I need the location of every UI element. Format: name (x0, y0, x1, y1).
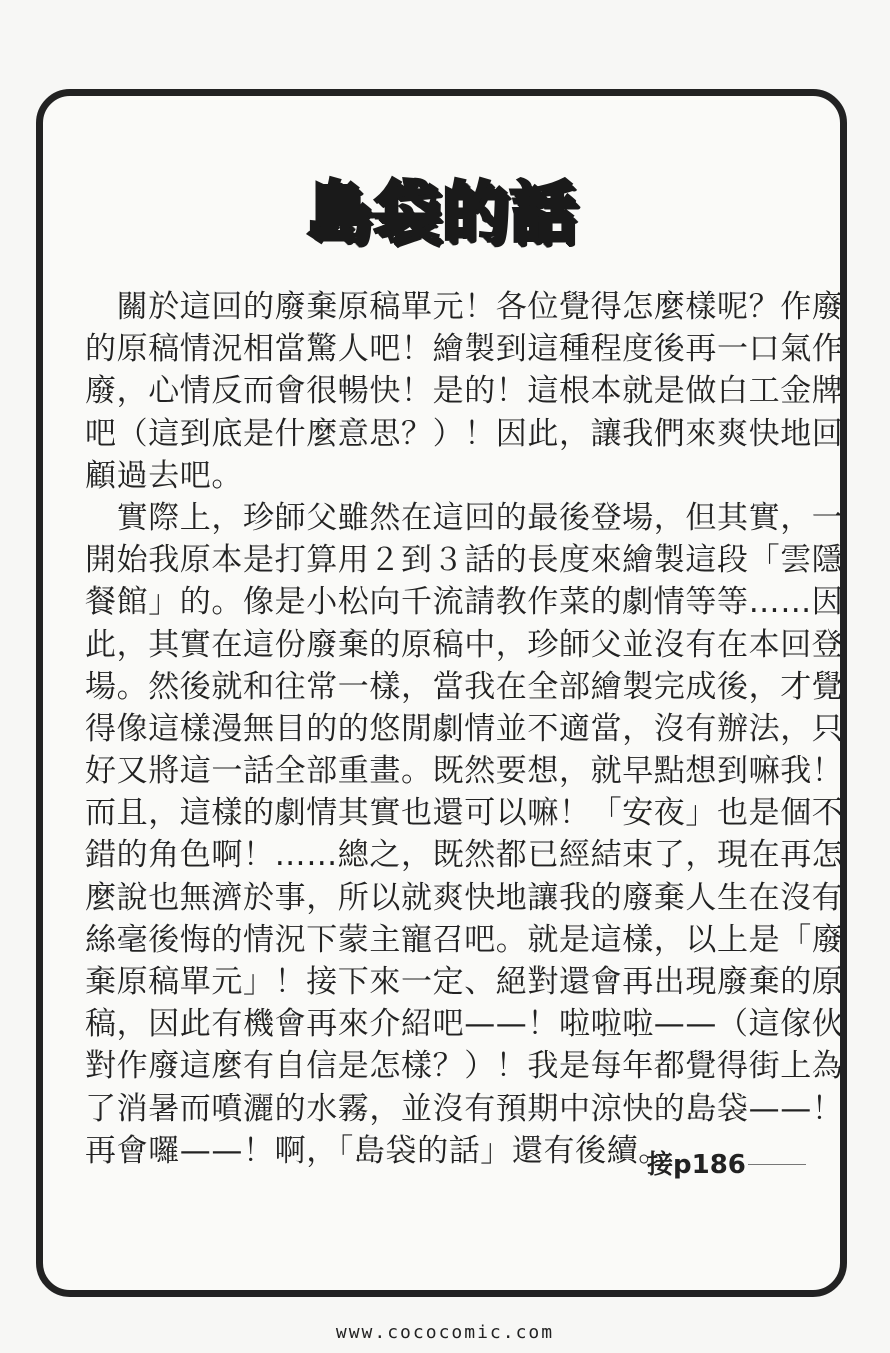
dash-line (748, 1164, 806, 1165)
paragraph-2-line-9: 錯的角色啊！……總之，既然都已經結束了，現在再怎 (85, 837, 844, 874)
paragraph-2-line-6: 得像這樣漫無目的的悠閒劇情並不適當，沒有辦法，只 (85, 710, 844, 747)
paragraph-2-line-2: 開始我原本是打算用２到３話的長度來繪製這段「雲隱 (85, 542, 844, 579)
paragraph-1-line-3: 廢，心情反而會很暢快！是的！這根本就是做白工金牌 (85, 373, 844, 410)
paragraph-2-line-11: 絲毫後悔的情況下蒙主寵召吧。就是這樣，以上是「廢 (85, 921, 844, 958)
paragraph-1-line-2: 的原稿情況相當驚人吧！繪製到這種程度後再一口氣作 (85, 331, 844, 368)
text-box-frame (36, 89, 847, 1297)
paragraph-1-line-1: 關於這回的廢棄原稿單元！各位覺得怎麼樣呢？作廢 (85, 289, 844, 325)
paragraph-2-line-7: 好又將這一話全部重畫。既然要想，就早點想到嘛我！ (85, 753, 844, 790)
paragraph-2-line-5: 場。然後就和往常一樣，當我在全部繪製完成後，才覺 (85, 668, 844, 705)
continued-label: 接p186 (647, 1150, 746, 1180)
paragraph-2-line-16: 再會囉——！啊，「島袋的話」還有後續。 (85, 1132, 670, 1169)
paragraph-1-line-4: 吧（這到底是什麼意思？）！因此，讓我們來爽快地回 (85, 415, 844, 452)
paragraph-2-line-14: 對作廢這麼有自信是怎樣？）！我是每年都覺得街上為 (85, 1048, 844, 1085)
paragraph-2-line-4: 此，其實在這份廢棄的原稿中，珍師父並沒有在本回登 (85, 626, 844, 663)
paragraph-2-line-12: 棄原稿單元」！接下來一定、絕對還會再出現廢棄的原 (85, 964, 844, 1000)
paragraph-2-line-3: 餐館」的。像是小松向千流請教作菜的劇情等等……因 (85, 584, 844, 621)
paragraph-2-line-8: 而且，這樣的劇情其實也還可以嘛！「安夜」也是個不 (85, 795, 844, 832)
paragraph-2-line-1: 實際上，珍師父雖然在這回的最後登場，但其實，一 (85, 499, 844, 536)
paragraph-1-line-5: 顧過去吧。 (85, 457, 243, 494)
site-watermark: www.cococomic.com (335, 1322, 555, 1343)
paragraph-2-line-13: 稿，因此有機會再來介紹吧——！啦啦啦——（這傢伙 (85, 1006, 844, 1043)
paragraph-2-line-10: 麼說也無濟於事，所以就爽快地讓我的廢棄人生在沒有 (85, 879, 844, 916)
paragraph-2-line-15: 了消暑而噴灑的水霧，並沒有預期中涼快的島袋——！ (85, 1090, 844, 1127)
page-title: 島袋的話 (305, 174, 578, 251)
continued-on-page-note (647, 1144, 806, 1181)
body-text (85, 286, 844, 1172)
